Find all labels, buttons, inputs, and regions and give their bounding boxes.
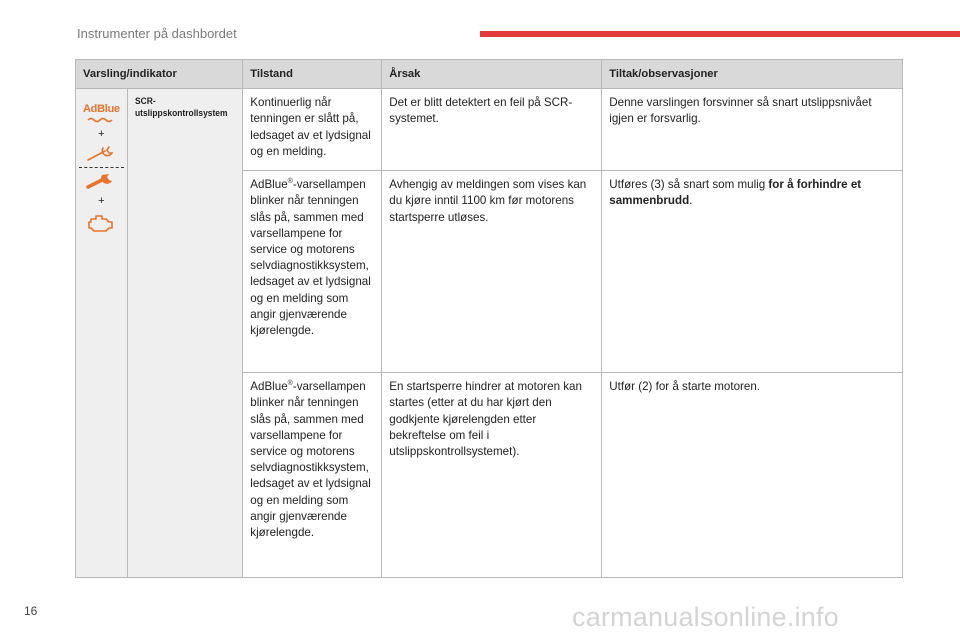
adblue-wave-icon — [87, 117, 115, 123]
tilstand-text: -varsellampen blinker når tenningen slås på, sammen med varsellampene for service og motorens selvdiagnostikksystem, ledsaget av et lydsignal og en melding som angir gjenværende kjørelengde. — [250, 178, 371, 338]
plus-sign-2: + — [98, 195, 105, 208]
adblue-word: AdBlue — [250, 380, 288, 394]
column-header-tiltak: Tiltak/observasjoner — [602, 60, 903, 89]
engine-icon — [86, 212, 116, 234]
divider-dashed — [79, 167, 124, 168]
tiltak-suffix: . — [689, 194, 693, 208]
adblue-word: AdBlue — [250, 178, 288, 192]
indicator-icons-cell — [76, 89, 128, 578]
arsak-cell: Avhengig av meldingen som vises kan du kjøre inntil 1100 km før motorens startsperre utløses. — [382, 171, 602, 373]
registered-mark: ® — [287, 380, 293, 388]
tiltak-bold-text: for å forhindre et sammenbrudd — [609, 178, 862, 208]
tilstand-text: -varsellampen blinker når tenningen slås på, sammen med varsellampene for service og motorens selvdiagnostikksystem, ledsaget av et lydsignal og en melding som angir gjenværende kjørelengde. — [250, 380, 371, 540]
column-header-varsling: Varsling/indikator — [76, 60, 243, 89]
page-number: 16 — [24, 604, 38, 618]
page-header-title: Instrumenter på dashbordet — [77, 26, 237, 41]
plus-sign: + — [98, 128, 105, 141]
table-row — [76, 89, 903, 171]
table-header-row — [76, 60, 903, 89]
adblue-icon: AdBlue — [83, 103, 120, 116]
indicator-label: SCR-utslippskontrollsystem — [134, 96, 228, 119]
column-header-tilstand: Tilstand — [243, 60, 382, 89]
wrench-outline-icon — [85, 145, 117, 163]
arsak-cell: Det er blitt detektert en feil på SCR-systemet. — [382, 89, 602, 171]
wrench-icon — [85, 172, 117, 190]
arsak-cell: En startsperre hindrer at motoren kan startes (etter at du har kjørt den godkjente kjørelengden etter bekreftelse om feil i utslippskontrollsystemet). — [382, 373, 602, 578]
column-header-arsak: Årsak — [382, 60, 602, 89]
tiltak-text: Utføres (3) så snart som mulig — [609, 178, 769, 192]
registered-mark: ® — [287, 178, 293, 186]
watermark: carmanualsonline.info — [572, 602, 839, 632]
tilstand-cell — [243, 171, 382, 373]
indicator-label-cell — [127, 89, 243, 578]
tilstand-cell: Kontinuerlig når tenningen er slått på, ledsaget av et lydsignal og en melding. — [243, 89, 382, 171]
indicator-table — [75, 59, 903, 578]
tilstand-cell — [243, 373, 382, 578]
header-accent-bar — [480, 31, 960, 37]
tiltak-cell — [602, 171, 903, 373]
tiltak-cell: Utfør (2) for å starte motoren. — [602, 373, 903, 578]
tiltak-cell: Denne varslingen forsvinner så snart utslippsnivået igjen er forsvarlig. — [602, 89, 903, 171]
